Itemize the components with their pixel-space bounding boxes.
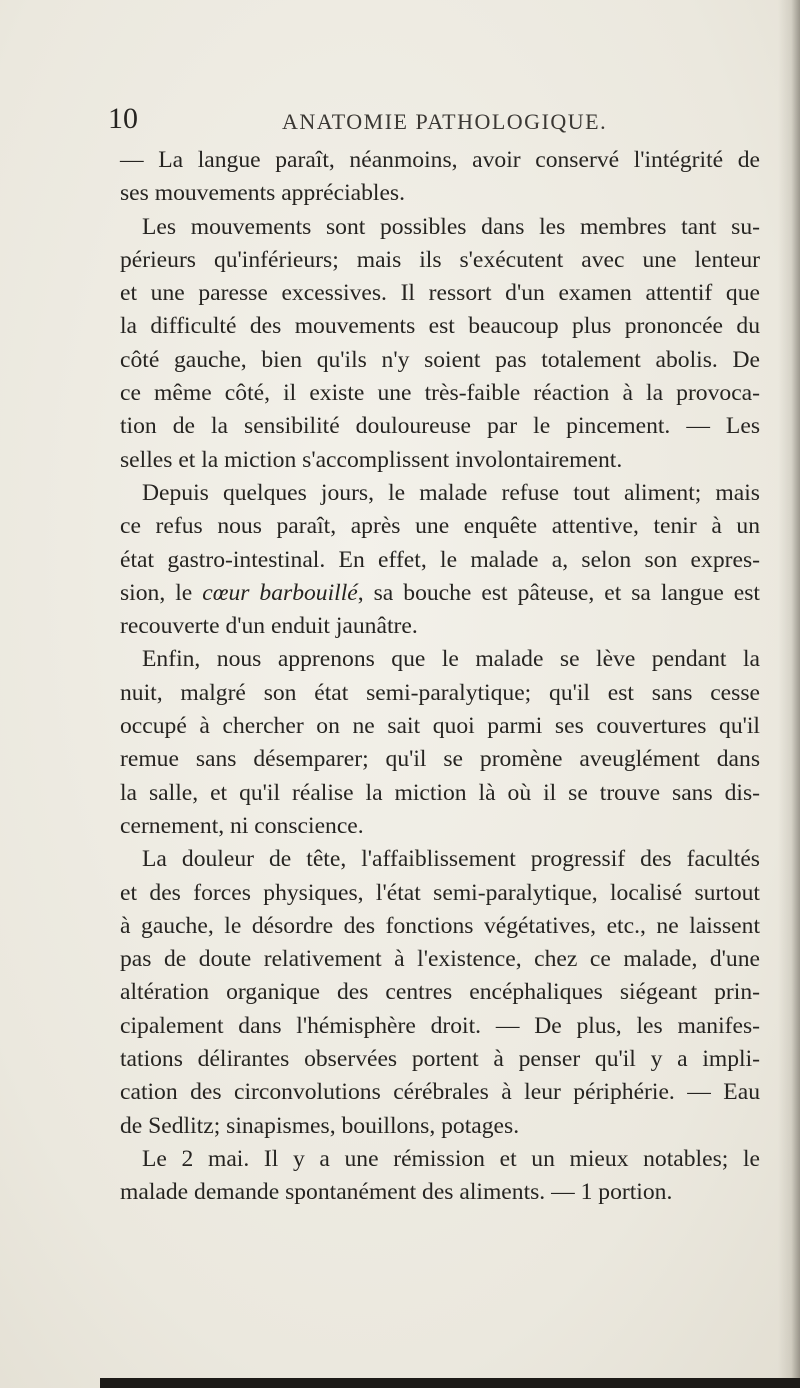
text-line: à gauche, le désordre des fonctions végétatives, etc., ne laissent: [120, 912, 760, 939]
running-head: ANATOMIE PATHOLOGIQUE.: [282, 109, 608, 134]
text-line: la difficulté des mouvements est beaucoup plus prononcée du: [120, 313, 760, 340]
text-line: Enfin, nous apprenons que le malade se lève pendant la: [142, 646, 760, 673]
text-line: selles et la miction s'accomplissent involontairement.: [120, 446, 623, 473]
text-line: — La langue paraît, néanmoins, avoir conservé l'intégrité de: [120, 147, 760, 173]
page-edge-shadow: [778, 0, 800, 1388]
page-number: 10: [108, 102, 138, 135]
text-line: ses mouvements appréciables.: [120, 180, 406, 207]
body-text: [120, 144, 760, 1210]
text-segment: , sa bouche est pâteuse, et sa langue est: [357, 579, 760, 606]
text-line: malade demande spontanément des aliments. — 1 portion.: [120, 1179, 673, 1206]
text-line: tations délirantes observées portent à penser qu'il y a impli-: [120, 1046, 760, 1073]
text-line: ce même côté, il existe une très-faible réaction à la provoca-: [120, 380, 760, 407]
text-line: tion de la sensibilité douloureuse par le pincement. — Les: [120, 413, 760, 440]
text-line: côté gauche, bien qu'ils n'y soient pas totalement abolis. De: [120, 346, 760, 373]
text-line: état gastro-intestinal. En effet, le malade a, selon son expres-: [120, 546, 760, 573]
text-line: altération organique des centres encéphaliques siégeant prin-: [120, 979, 760, 1006]
bottom-edge-shadow: [100, 1378, 800, 1388]
text-line: Les mouvements sont possibles dans les membres tant su-: [142, 213, 760, 240]
text-line: nuit, malgré son état semi-paralytique; qu'il est sans cesse: [120, 679, 760, 706]
italic-phrase: cœur barbouillé: [202, 579, 358, 606]
text-line: de Sedlitz; sinapismes, bouillons, potages.: [120, 1112, 520, 1139]
text-line: occupé à chercher on ne sait quoi parmi ses couvertures qu'il: [120, 713, 760, 740]
text-line: pas de doute relativement à l'existence, chez ce malade, d'une: [120, 946, 760, 973]
text-line: cernement, ni conscience.: [120, 812, 364, 839]
text-line: cipalement dans l'hémisphère droit. — De plus, les manifes-: [120, 1012, 760, 1039]
text-line: recouverte d'un enduit jaunâtre.: [120, 613, 418, 640]
text-line: la salle, et qu'il réalise la miction là où il se trouve sans dis-: [120, 779, 760, 806]
text-line: et des forces physiques, l'état semi-paralytique, localisé surtout: [120, 879, 760, 906]
page-header: [0, 102, 800, 142]
text-line: et une paresse excessives. Il ressort d'un examen attentif que: [120, 280, 760, 307]
text-line: Le 2 mai. Il y a une rémission et un mieux notables; le: [142, 1145, 760, 1172]
text-line: La douleur de tête, l'affaiblissement progressif des facultés: [142, 846, 760, 873]
text-line: [120, 577, 760, 610]
text-line: cation des circonvolutions cérébrales à leur périphérie. — Eau: [120, 1079, 760, 1106]
text-line: ce refus nous paraît, après une enquête attentive, tenir à un: [120, 513, 760, 540]
text-line: remue sans désemparer; qu'il se promène aveuglément dans: [120, 746, 760, 773]
text-segment: sion, le: [120, 579, 193, 606]
text-line: Depuis quelques jours, le malade refuse tout aliment; mais: [142, 479, 760, 506]
text-line: périeurs qu'inférieurs; mais ils s'exécutent avec une lenteur: [120, 246, 760, 273]
